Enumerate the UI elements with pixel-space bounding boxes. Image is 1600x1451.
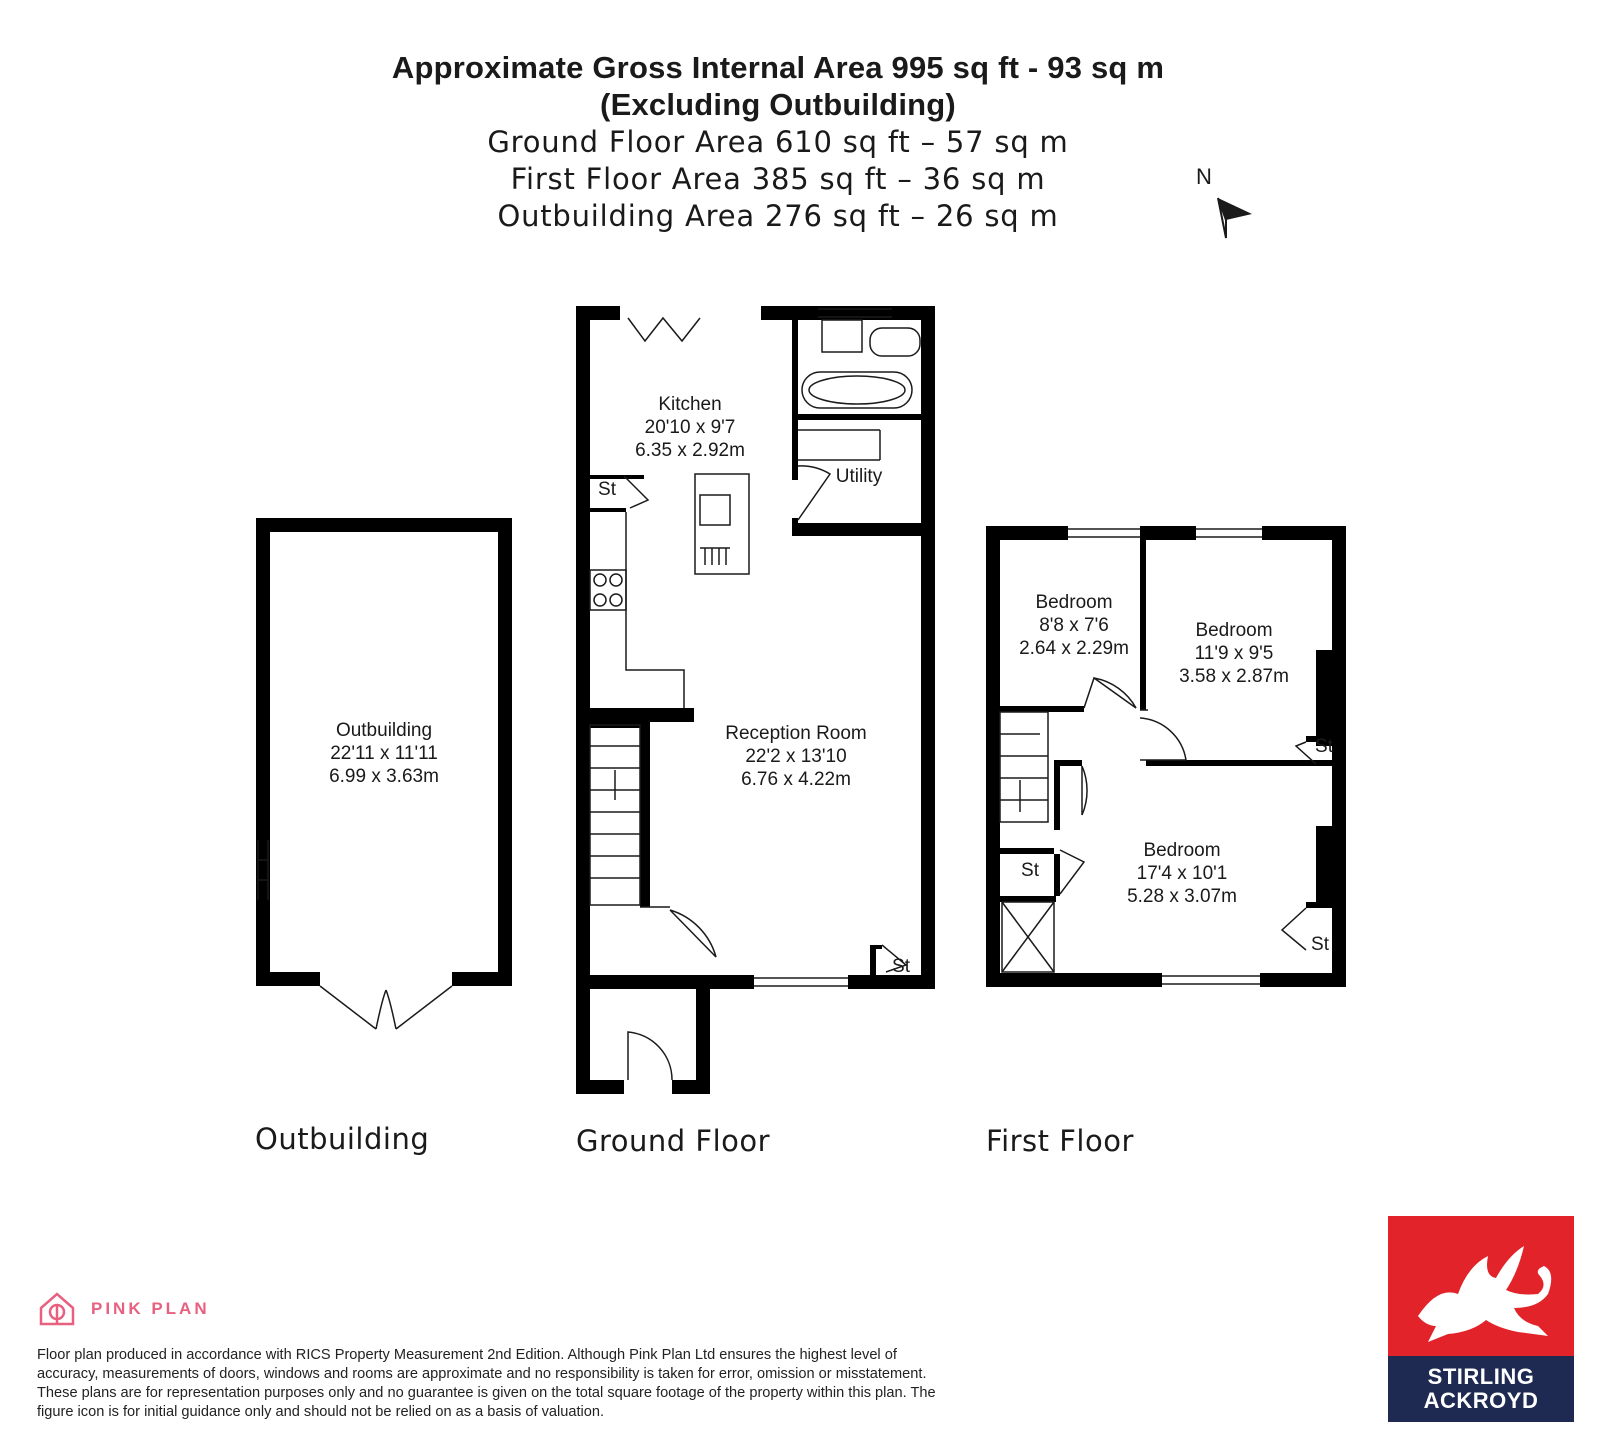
area-subtitle: (Excluding Outbuilding) bbox=[600, 87, 956, 122]
stirling-ackroyd-logo bbox=[1388, 1216, 1574, 1422]
bedroom-name: Bedroom bbox=[1195, 620, 1273, 641]
outbuilding-name: Outbuilding bbox=[335, 720, 433, 741]
kitchen-name: Kitchen bbox=[658, 394, 722, 415]
bedroom-imperial: 17'4 x 10'1 bbox=[1136, 863, 1228, 884]
utility-name: Utility bbox=[835, 466, 883, 487]
storage-label: St bbox=[892, 956, 910, 977]
bedroom-name: Bedroom bbox=[1035, 592, 1113, 613]
bedroom-metric: 2.64 x 2.29m bbox=[1019, 638, 1129, 659]
ground-floor-area: Ground Floor Area 610 sq ft – 57 sq m bbox=[487, 125, 1069, 159]
storage-label: St bbox=[1315, 736, 1333, 757]
agent-name-line2: ACKROYD bbox=[1423, 1388, 1539, 1413]
first-floor-area: First Floor Area 385 sq ft – 36 sq m bbox=[510, 162, 1046, 196]
area-title: Approximate Gross Internal Area 995 sq ft - 93 sq m bbox=[391, 50, 1165, 85]
reception-metric: 6.76 x 4.22m bbox=[741, 769, 851, 790]
bedroom-imperial: 8'8 x 7'6 bbox=[1039, 615, 1109, 636]
pinkplan-logo bbox=[37, 1290, 210, 1328]
storage-label: St bbox=[1311, 934, 1329, 955]
storage-label: St bbox=[598, 479, 616, 500]
bedroom-metric: 3.58 x 2.87m bbox=[1179, 666, 1289, 687]
outbuilding-floor-label: Outbuilding bbox=[255, 1122, 430, 1156]
bedroom-name: Bedroom bbox=[1143, 840, 1221, 861]
reception-imperial: 22'2 x 13'10 bbox=[745, 746, 847, 767]
pinkplan-house-icon bbox=[37, 1290, 77, 1328]
disclaimer-text: Floor plan produced in accordance with RICS Property Measurement 2nd Edition. Although Pink Plan Ltd ensures the highest level of accuracy, measurements of doors, windows and rooms are approximate and no responsibility is taken for error, omission or misstatement. These plans are for representation purposes only and no guarantee is given on the total square footage of the property within this plan. The figure icon is for initial guidance only and should not be relied on as a basis of valuation. bbox=[37, 1347, 936, 1420]
bedroom-metric: 5.28 x 3.07m bbox=[1127, 886, 1237, 907]
kitchen-imperial: 20'10 x 9'7 bbox=[644, 417, 736, 438]
bedroom-imperial: 11'9 x 9'5 bbox=[1194, 643, 1274, 664]
outbuilding-area: Outbuilding Area 276 sq ft – 26 sq m bbox=[497, 199, 1059, 233]
griffin-emblem-icon bbox=[1388, 1216, 1574, 1356]
outbuilding-imperial: 22'11 x 11'11 bbox=[330, 743, 438, 764]
pinkplan-wordmark: PINK PLAN bbox=[91, 1299, 210, 1318]
agent-name-line1: STIRLING bbox=[1427, 1364, 1535, 1389]
storage-label: St bbox=[1021, 860, 1039, 881]
reception-name: Reception Room bbox=[725, 723, 867, 744]
outbuilding-metric: 6.99 x 3.63m bbox=[329, 766, 439, 787]
first-floor-label: First Floor bbox=[986, 1124, 1134, 1158]
kitchen-metric: 6.35 x 2.92m bbox=[635, 440, 745, 461]
ground-floor-label: Ground Floor bbox=[576, 1124, 771, 1158]
north-label: N bbox=[1196, 164, 1212, 189]
